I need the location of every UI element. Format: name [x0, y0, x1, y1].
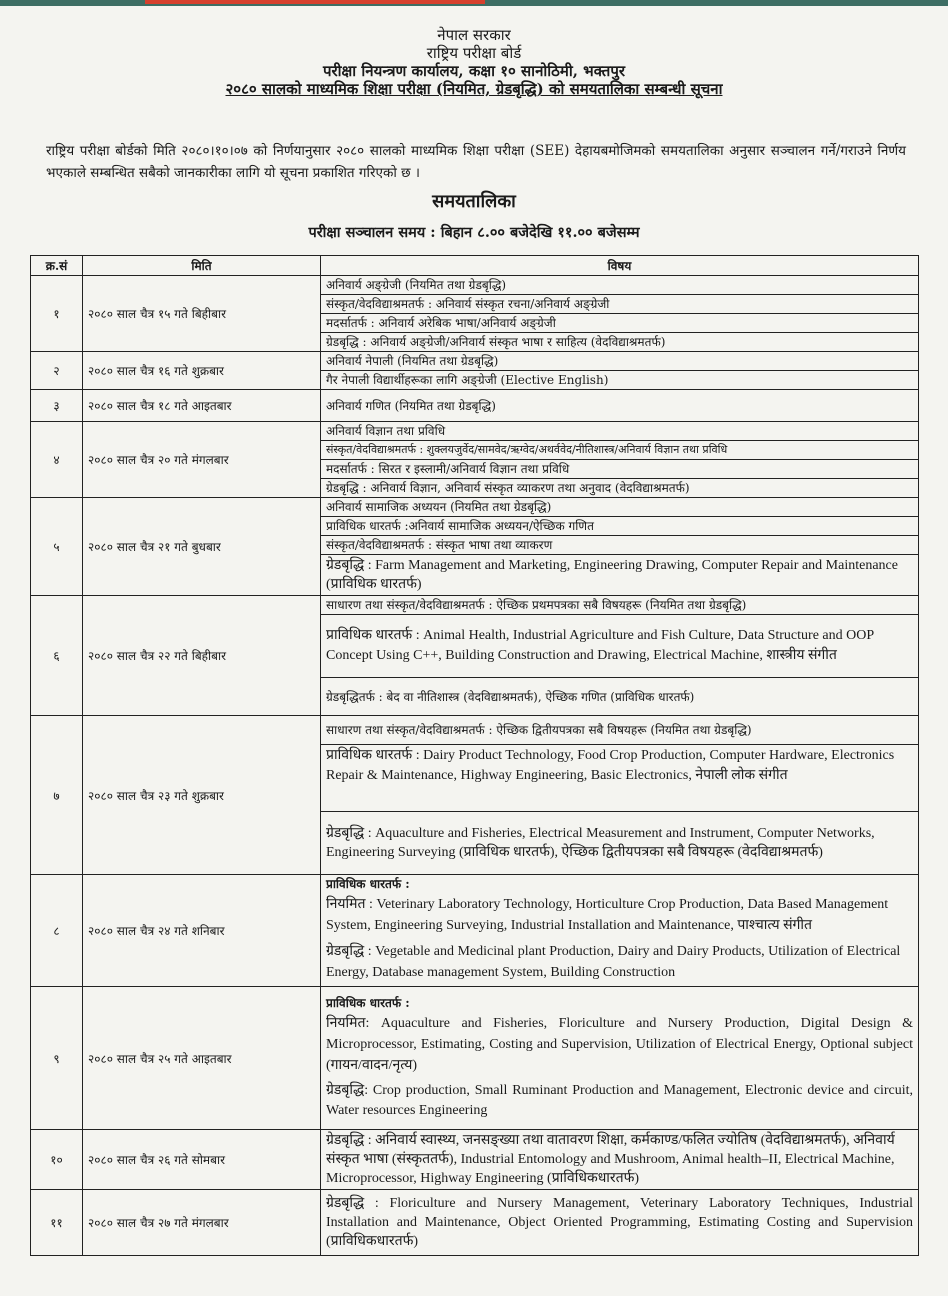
table-row	[31, 352, 919, 371]
serial-cell: १	[31, 276, 83, 352]
subject-cell: प्राविधिक धारतर्फ :अनिवार्य सामाजिक अध्ययन/ऐच्छिक गणित	[321, 517, 919, 536]
table-row	[31, 276, 919, 295]
subject-cell: साधारण तथा संस्कृत/वेदविद्याश्रमतर्फ : ऐच्छिक प्रथमपत्रका सबै विषयहरू (नियमित तथा ग्रेडबृद्धि)	[321, 596, 919, 615]
top-red-accent	[145, 0, 485, 4]
header-date: मिति	[83, 256, 321, 276]
notice-header	[0, 26, 948, 98]
subject-cell: नियमित : Veterinary Laboratory Technology, Horticulture Crop Production, Data Based Management System, Engineering Surveying, Industrial Installation and Maintenance, पाश्चात्य संगीत	[321, 893, 919, 940]
header-serial: क्र.सं	[31, 256, 83, 276]
subject-cell: संस्कृत/वेदविद्याश्रमतर्फ : संस्कृत भाषा तथा व्याकरण	[321, 536, 919, 555]
date-cell: २०८० साल चैत्र २५ गते आइतबार	[83, 987, 321, 1130]
header-board: राष्ट्रिय परीक्षा बोर्ड	[426, 44, 522, 62]
subject-cell: अनिवार्य नेपाली (नियमित तथा ग्रेडबृद्धि)	[321, 352, 919, 371]
table-row	[31, 596, 919, 615]
subject-cell: ग्रेडबृद्धि : Floriculture and Nursery Management, Veterinary Laboratory Techniques, Industrial Installation and Maintenance, Object Oriented Programming, Estimating Costing and Supervision (प्राविधिकधारतर्फ)	[321, 1190, 919, 1256]
subject-cell: ग्रेडबृद्धि : अनिवार्य अङ्ग्रेजी/अनिवार्य संस्कृत भाषा र साहित्य (वेदविद्याश्रमतर्फ)	[321, 333, 919, 352]
table-row	[31, 875, 919, 894]
date-cell: २०८० साल चैत्र १६ गते शुक्रबार	[83, 352, 321, 390]
serial-cell: ४	[31, 422, 83, 498]
table-row	[31, 1190, 919, 1256]
subject-cell: अनिवार्य गणित (नियमित तथा ग्रेडबृद्धि)	[321, 390, 919, 422]
timetable-heading: समयतालिका	[432, 191, 516, 212]
serial-cell: २	[31, 352, 83, 390]
subject-cell: ग्रेडबृद्धि : Farm Management and Marketing, Engineering Drawing, Computer Repair and Maintenance (प्राविधिक धारतर्फ)	[321, 555, 919, 596]
intro-paragraph: राष्ट्रिय परीक्षा बोर्डको मिति २०८०।१०।०७ को निर्णयानुसार २०८० सालको माध्यमिक शिक्षा परीक्षा (SEE) देहायबमोजिमको समयतालिका अनुसार सञ्चालन गर्ने/गराउने निर्णय भएकाले सम्बन्धित सबैको जानकारीका लागि यो सूचना प्रकाशित गरिएको छ ।	[46, 143, 906, 181]
subject-cell: ग्रेडबृद्धि : Vegetable and Medicinal plant Production, Dairy and Dairy Products, Utilization of Electrical Energy, Database management System, Building Construction	[321, 940, 919, 987]
top-color-bar	[0, 0, 948, 6]
subject-cell: प्राविधिक धारतर्फ : Animal Health, Industrial Agriculture and Fish Culture, Data Structure and OOP Concept Using C++, Building Construction and Drawing, Electrical Machine, शास्त्रीय संगीत	[321, 615, 919, 678]
subject-cell: साधारण तथा संस्कृत/वेदविद्याश्रमतर्फ : ऐच्छिक द्वितीयपत्रका सबै विषयहरू (नियमित तथा ग्रेडबृद्धि)	[321, 716, 919, 745]
date-cell: २०८० साल चैत्र १५ गते बिहीबार	[83, 276, 321, 352]
table-row	[31, 390, 919, 422]
serial-cell: १०	[31, 1130, 83, 1190]
notice-title: २०८० सालको माध्यमिक शिक्षा परीक्षा (नियमित, ग्रेडबृद्धि) को समयतालिका सम्बन्धी सूचना	[225, 80, 723, 98]
exam-time: परीक्षा सञ्चालन समय : बिहान ८.०० बजेदेखि ११.०० बजेसम्म	[308, 224, 640, 241]
serial-cell: ८	[31, 875, 83, 987]
date-cell: २०८० साल चैत्र २६ गते सोमबार	[83, 1130, 321, 1190]
subject-cell: अनिवार्य अङ्ग्रेजी (नियमित तथा ग्रेडबृद्धि)	[321, 276, 919, 295]
subject-cell: ग्रेडबृद्धि : अनिवार्य स्वास्थ्य, जनसङ्ख्या तथा वातावरण शिक्षा, कर्मकाण्ड/फलित ज्योतिष (वेदविद्याश्रमतर्फ), अनिवार्य संस्कृत भाषा (संस्कृततर्फ), Industrial Entomology and Mushroom, Animal health–II, Electrical Machine, Microprocessor, Highway Engineering (प्राविधिकधारतर्फ)	[321, 1130, 919, 1190]
table-row	[31, 987, 919, 1013]
date-cell: २०८० साल चैत्र २२ गते बिहीबार	[83, 596, 321, 716]
date-cell: २०८० साल चैत्र २४ गते शनिबार	[83, 875, 321, 987]
subject-cell: संस्कृत/वेदविद्याश्रमतर्फ : शुक्लयजुर्वेद/सामवेद/ऋग्वेद/अथर्ववेद/नीतिशास्त्र/अनिवार्य विज्ञान तथा प्रविधि	[321, 441, 919, 460]
table-row	[31, 716, 919, 745]
table-row	[31, 422, 919, 441]
subject-cell: ग्रेडबृद्धि: Crop production, Small Ruminant Production and Management, Electronic device and circuit, Water resources Engineering	[321, 1080, 919, 1130]
date-cell: २०८० साल चैत्र २३ गते शुक्रबार	[83, 716, 321, 875]
table-header-row	[31, 256, 919, 276]
subject-cell: मदर्सातर्फ : अनिवार्य अरेबिक भाषा/अनिवार्य अङ्ग्रेजी	[321, 314, 919, 333]
subject-cell: ग्रेडबृद्धि : अनिवार्य विज्ञान, अनिवार्य संस्कृत व्याकरण तथा अनुवाद (वेदविद्याश्रमतर्फ)	[321, 479, 919, 498]
subject-cell: अनिवार्य विज्ञान तथा प्रविधि	[321, 422, 919, 441]
table-row	[31, 498, 919, 517]
subject-cell: प्राविधिक धारतर्फ : Dairy Product Technology, Food Crop Production, Computer Hardware, Electronics Repair & Maintenance, Highway Engineering, Basic Electronics, नेपाली लोक संगीत	[321, 745, 919, 812]
subject-cell: संस्कृत/वेदविद्याश्रमतर्फ : अनिवार्य संस्कृत रचना/अनिवार्य अङ्ग्रेजी	[321, 295, 919, 314]
subject-cell: ग्रेडबृद्धितर्फ : बेद वा नीतिशास्त्र (वेदविद्याश्रमतर्फ), ऐच्छिक गणित (प्राविधिक धारतर्फ)	[321, 678, 919, 716]
date-cell: २०८० साल चैत्र २७ गते मंगलबार	[83, 1190, 321, 1256]
header-subject: विषय	[321, 256, 919, 276]
header-government: नेपाल सरकार	[437, 26, 511, 44]
subject-cell: प्राविधिक धारतर्फ :	[321, 987, 919, 1013]
serial-cell: ६	[31, 596, 83, 716]
subject-cell: मदर्सातर्फ : सिरत र इस्लामी/अनिवार्य विज्ञान तथा प्रविधि	[321, 460, 919, 479]
subject-cell: अनिवार्य सामाजिक अध्ययन (नियमित तथा ग्रेडबृद्धि)	[321, 498, 919, 517]
subject-cell: नियमित: Aquaculture and Fisheries, Floriculture and Nursery Production, Digital Design & Microprocessor, Estimating, Costing and Supervision, Utilization of Electrical Energy, Optional subject (गायन/वादन/नृत्य)	[321, 1012, 919, 1080]
serial-cell: ७	[31, 716, 83, 875]
date-cell: २०८० साल चैत्र २० गते मंगलबार	[83, 422, 321, 498]
serial-cell: ११	[31, 1190, 83, 1256]
exam-schedule-table	[30, 255, 919, 1256]
subject-cell: ग्रेडबृद्धि : Aquaculture and Fisheries, Electrical Measurement and Instrument, Computer Networks, Engineering Surveying (प्राविधिक धारतर्फ), ऐच्छिक द्वितीयपत्रका सबै विषयहरू (वेदविद्याश्रमतर्फ)	[321, 812, 919, 875]
serial-cell: ३	[31, 390, 83, 422]
header-office: परीक्षा नियन्त्रण कार्यालय, कक्षा १० सानोठिमी, भक्तपुर	[323, 62, 625, 80]
date-cell: २०८० साल चैत्र १८ गते आइतबार	[83, 390, 321, 422]
subject-cell: प्राविधिक धारतर्फ :	[321, 875, 919, 894]
date-cell: २०८० साल चैत्र २१ गते बुधबार	[83, 498, 321, 596]
table-row	[31, 1130, 919, 1190]
subject-cell: गैर नेपाली विद्यार्थीहरूका लागि अङ्ग्रेजी (Elective English)	[321, 371, 919, 390]
serial-cell: ९	[31, 987, 83, 1130]
serial-cell: ५	[31, 498, 83, 596]
